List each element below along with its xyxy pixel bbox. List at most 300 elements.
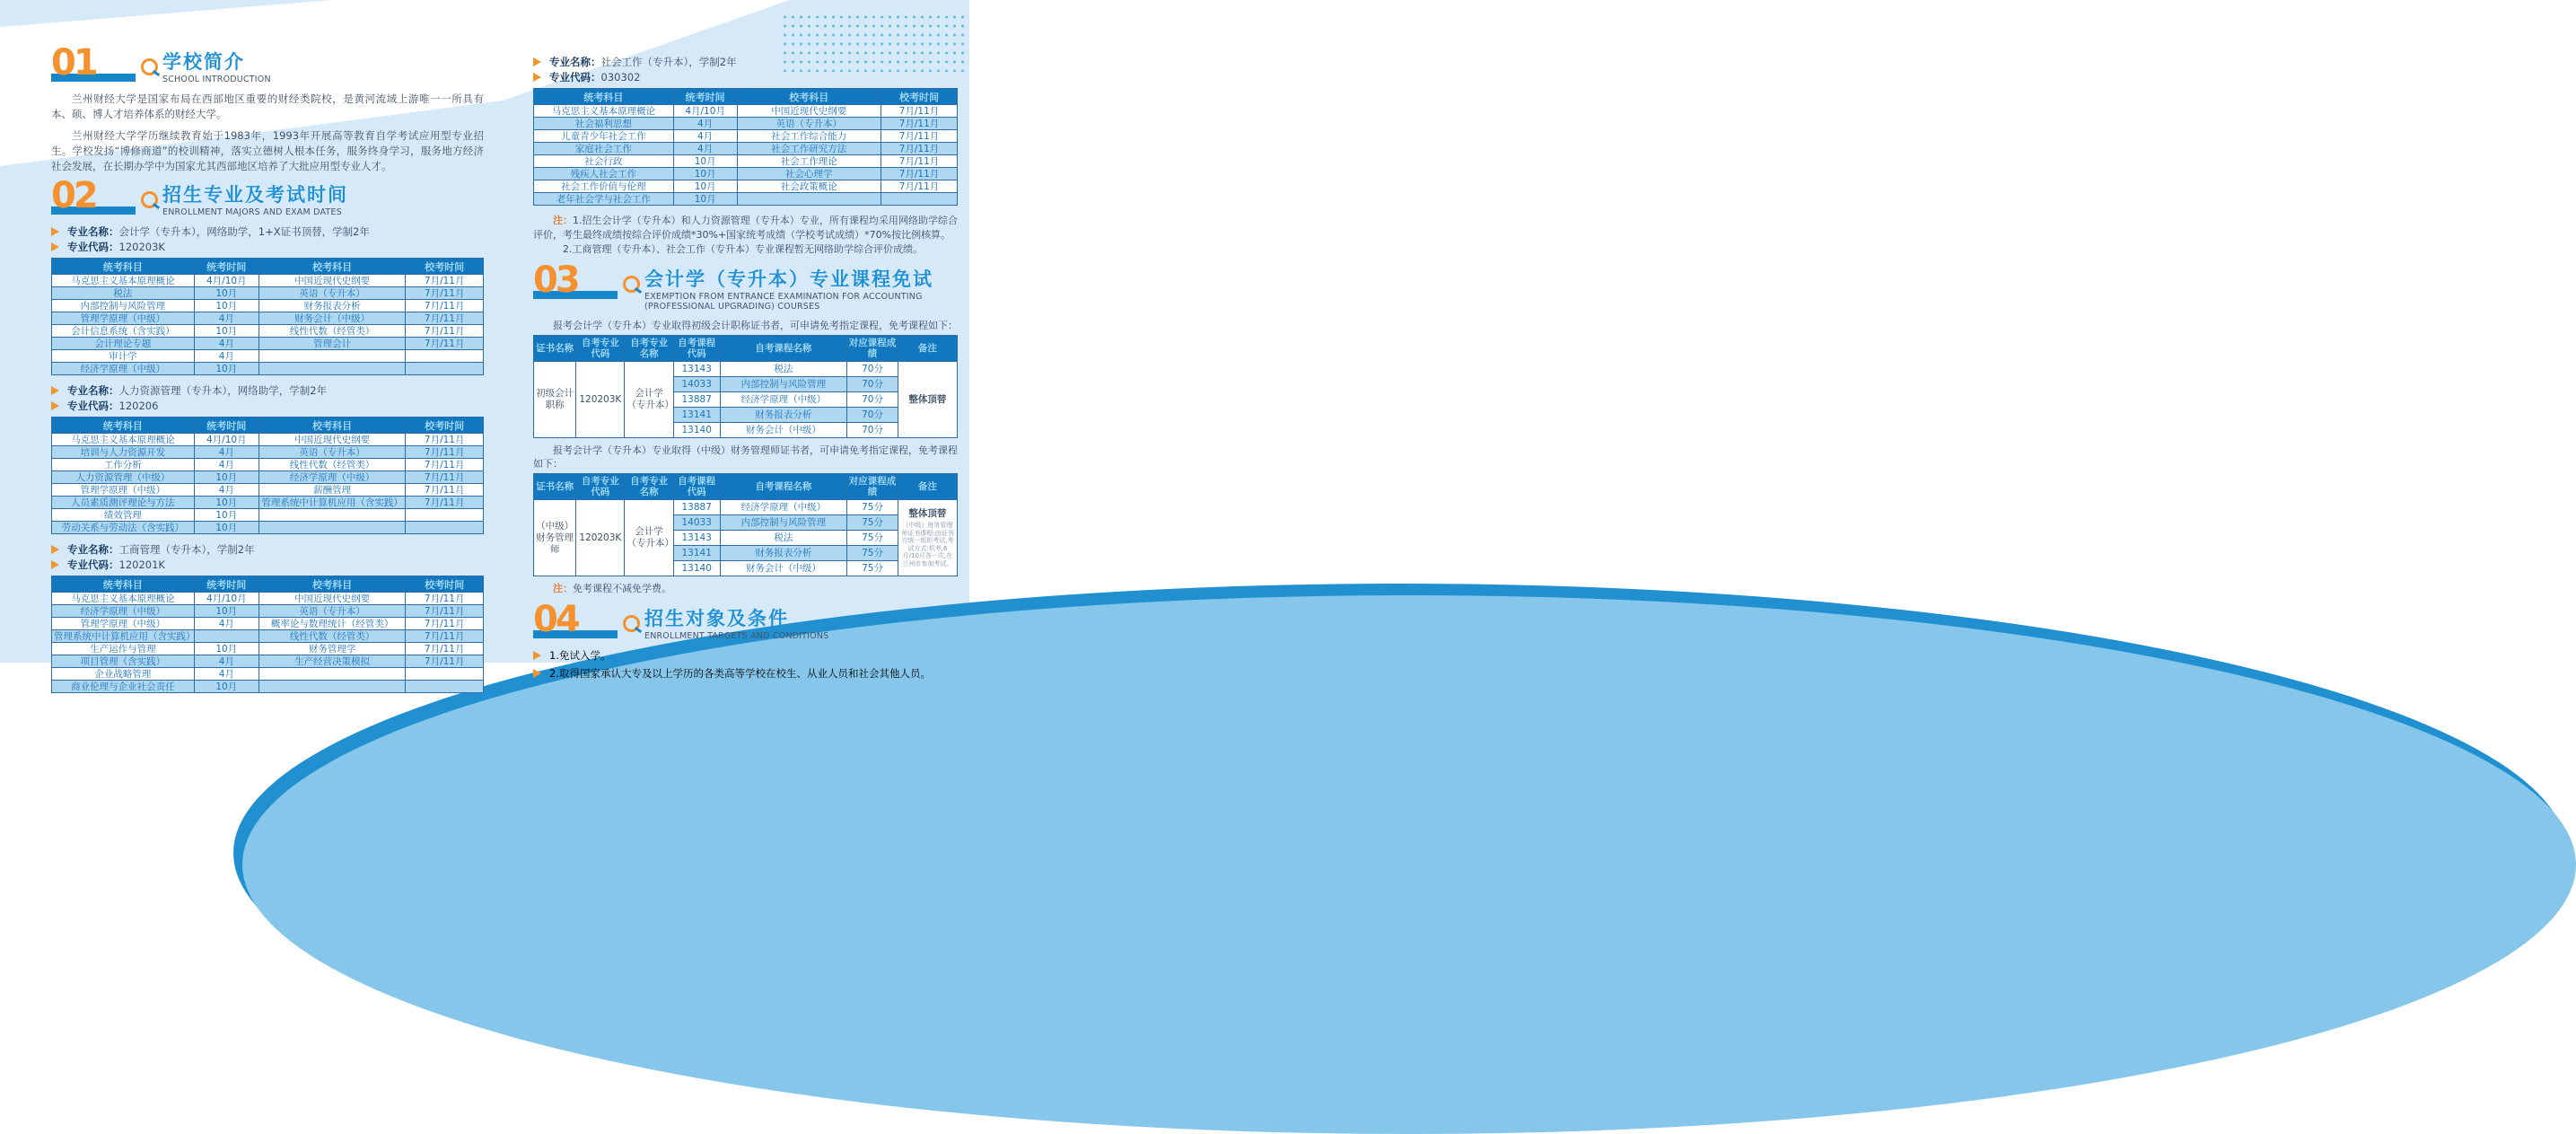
major-code-line	[51, 399, 484, 413]
table-cell: 财务报表分析	[720, 546, 847, 561]
table-cell: 10月	[194, 509, 258, 522]
table-cell: 7月/11月	[406, 484, 484, 497]
fee-note	[533, 582, 958, 596]
section-number-block	[533, 599, 618, 640]
table-cell: 10月	[673, 168, 737, 180]
triangle-bullet-icon	[533, 57, 541, 66]
table-cell: 税法	[720, 362, 847, 377]
remark-cell	[898, 500, 957, 576]
table-cell: 4月	[194, 618, 258, 630]
table-row	[534, 143, 958, 155]
section-number: 02	[51, 175, 96, 217]
table-cell: 13140	[673, 561, 720, 576]
major-name-value: 社会工作（专升本），学制2年	[600, 56, 737, 68]
triangle-bullet-icon	[51, 545, 59, 554]
table-row	[52, 605, 484, 618]
table-header-row	[534, 336, 958, 362]
table-cell: 4月	[194, 312, 258, 325]
table-cell: 7月/11月	[881, 105, 958, 118]
table-cell: 7月/11月	[881, 180, 958, 193]
triangle-bullet-icon	[533, 651, 541, 660]
section-number-block	[51, 175, 136, 217]
table-cell: 4月/10月	[194, 593, 258, 605]
list-item	[533, 648, 958, 663]
table-cell	[737, 193, 881, 206]
major-block	[51, 542, 484, 693]
table-cell: 内部控制与风险管理	[720, 377, 847, 392]
right-major-table	[533, 55, 958, 206]
exam-table-header: 统考时间	[194, 418, 258, 434]
table-cell: 概率论与数理统计（经管类）	[258, 618, 406, 630]
table-cell: 英语（专升本）	[258, 446, 406, 459]
major-code-value: 120206	[118, 400, 159, 413]
table-cell: 7月/11月	[881, 130, 958, 143]
table-cell: 13143	[673, 362, 720, 377]
table-row	[52, 655, 484, 668]
major-name-label: 专业名称：	[67, 543, 119, 557]
triangle-bullet-icon	[51, 386, 59, 395]
table-cell: 4月/10月	[194, 434, 258, 446]
table-row	[52, 300, 484, 312]
table-cell: 老年社会学与社会工作	[534, 193, 674, 206]
exam-table	[51, 417, 484, 534]
table-cell: 中国近现代史纲要	[258, 434, 406, 446]
table-cell	[258, 509, 406, 522]
exemption-table-header: 自考课程代码	[673, 474, 720, 500]
table-cell: 4月	[194, 655, 258, 668]
table-row	[534, 362, 958, 377]
table-cell: 商业伦理与企业社会责任	[52, 681, 195, 693]
table-cell: 7月/11月	[406, 593, 484, 605]
table-cell: 7月/11月	[406, 312, 484, 325]
table-cell: 7月/11月	[406, 497, 484, 509]
table-cell: 10月	[194, 363, 258, 375]
left-major-tables	[51, 224, 484, 693]
exam-table-header: 校考时间	[881, 89, 958, 105]
table-cell: 生产运作与管理	[52, 643, 195, 655]
intro-paragraph-2: 兰州财经大学学历继续教育始于1983年，1993年开展高等教育自学考试应用型专业招生。学校发扬“博修商道”的校训精神，落实立德树人根本任务，服务终身学习，服务地方经济社会发展，在长期办学中为国家尤其西部地区培养了大批应用型专业人才。	[51, 128, 484, 172]
table-cell: 英语（专升本）	[737, 118, 881, 130]
exam-table-header: 统考科目	[52, 576, 195, 593]
table-cell: 残疾人社会工作	[534, 168, 674, 180]
major-code-value: 030302	[600, 71, 641, 84]
table-row	[52, 275, 484, 287]
note-line	[533, 242, 958, 257]
exam-table-header: 校考科目	[737, 89, 881, 105]
exemption-table-header: 对应课程成绩	[847, 474, 898, 500]
table-cell: 13143	[673, 531, 720, 546]
left-column	[51, 42, 484, 701]
exemption-table-header: 证书名称	[534, 336, 576, 362]
exemption-table-header: 对应课程成绩	[847, 336, 898, 362]
major-name-line	[51, 542, 484, 557]
table-cell: 4月/10月	[194, 275, 258, 287]
major-code-line	[51, 558, 484, 572]
table-cell: 10月	[194, 497, 258, 509]
table-cell: 4月	[194, 668, 258, 681]
table-cell: 7月/11月	[406, 655, 484, 668]
table-header-row	[534, 89, 958, 105]
section-number-block	[533, 259, 618, 301]
major-name-label: 专业名称：	[67, 225, 119, 239]
major-name-cell: 会计学（专升本）	[625, 362, 673, 438]
table-cell: 7月/11月	[406, 446, 484, 459]
major-code-cell: 120203K	[576, 362, 625, 438]
table-row	[52, 312, 484, 325]
table-cell: 马克思主义基本原理概论	[52, 593, 195, 605]
table-cell	[258, 363, 406, 375]
table-row	[52, 325, 484, 338]
table-cell: 线性代数（经管类）	[258, 630, 406, 643]
exam-notes	[533, 214, 958, 257]
table-cell: 10月	[194, 287, 258, 300]
table-cell: 7月/11月	[406, 338, 484, 350]
exam-table-header: 校考时间	[406, 259, 484, 275]
section-subtitle: ENROLLMENT MAJORS AND EXAM DATES	[162, 207, 342, 218]
table-cell: 中国近现代史纲要	[258, 275, 406, 287]
table-cell: 14033	[673, 377, 720, 392]
section-header-04	[533, 599, 958, 641]
table-cell: 7月/11月	[881, 155, 958, 168]
section-title: 招生专业及考试时间	[162, 184, 348, 207]
section-subtitle: ENROLLMENT TARGETS AND CONDITIONS	[644, 631, 829, 641]
swirl-icon	[623, 615, 640, 632]
major-name-line	[51, 224, 484, 239]
table-cell: 财务报表分析	[720, 408, 847, 423]
brochure-page	[0, 0, 969, 692]
remark-title: 整体顶替	[908, 508, 947, 519]
exemption-table	[533, 473, 958, 576]
swirl-icon	[141, 191, 158, 208]
exemption-table-header: 自考专业代码	[576, 336, 625, 362]
right-column	[533, 54, 958, 684]
table-cell: 7月/11月	[881, 143, 958, 155]
table-cell: 审计学	[52, 350, 195, 363]
major-name-line	[533, 55, 958, 69]
remark-cell	[898, 362, 957, 438]
note-label: 注：	[553, 215, 574, 226]
table-row	[52, 522, 484, 534]
table-cell: 10月	[194, 325, 258, 338]
table-cell: 75分	[847, 561, 898, 576]
table-cell: 工作分析	[52, 459, 195, 471]
table-cell: 生产经营决策模拟	[258, 655, 406, 668]
exam-table-header: 统考科目	[52, 259, 195, 275]
major-name-cell: 会计学（专升本）	[625, 500, 673, 576]
table-cell: 13887	[673, 500, 720, 515]
exam-table-header: 统考时间	[673, 89, 737, 105]
table-cell: 7月/11月	[406, 618, 484, 630]
table-row	[534, 168, 958, 180]
table-cell: 管理系统中计算机应用（含实践）	[52, 630, 195, 643]
table-cell: 儿童青少年社会工作	[534, 130, 674, 143]
table-cell	[406, 363, 484, 375]
exam-table-header: 统考科目	[52, 418, 195, 434]
exemption-block	[533, 319, 958, 438]
triangle-bullet-icon	[51, 242, 59, 251]
table-cell: 4月	[673, 118, 737, 130]
note-text: 2.工商管理（专升本）、社会工作（专升本）专业课程暂无网络助学综合评价成绩。	[563, 243, 923, 255]
table-cell: 10月	[673, 193, 737, 206]
table-cell: 70分	[847, 362, 898, 377]
table-cell: 10月	[194, 522, 258, 534]
table-cell: 70分	[847, 423, 898, 438]
major-block	[51, 383, 484, 534]
section-number: 01	[51, 42, 96, 84]
major-block	[51, 224, 484, 375]
table-cell: 社会工作价值与伦理	[534, 180, 674, 193]
table-cell: 4月/10月	[673, 105, 737, 118]
enrollment-items	[533, 648, 958, 681]
table-cell: 绩效管理	[52, 509, 195, 522]
table-cell: 75分	[847, 500, 898, 515]
table-cell: 社会工作研究方法	[737, 143, 881, 155]
table-row	[52, 363, 484, 375]
exam-table-header: 统考时间	[194, 576, 258, 593]
table-cell: 10月	[194, 605, 258, 618]
section-title: 招生对象及条件	[644, 608, 789, 629]
table-row	[52, 434, 484, 446]
table-cell: 14033	[673, 515, 720, 531]
table-cell: 薪酬管理	[258, 484, 406, 497]
note-text: 免考课程不减免学费。	[573, 583, 671, 594]
table-cell: 管理学原理（中级）	[52, 312, 195, 325]
table-cell	[406, 522, 484, 534]
table-cell	[258, 522, 406, 534]
major-name-value: 工商管理（专升本），学制2年	[118, 543, 255, 557]
note-line	[533, 214, 958, 242]
table-cell: 企业战略管理	[52, 668, 195, 681]
table-cell: 家庭社会工作	[534, 143, 674, 155]
table-row	[52, 618, 484, 630]
major-code-label: 专业代码：	[67, 241, 119, 254]
table-cell: 英语（专升本）	[258, 605, 406, 618]
intro-paragraph-1: 兰州财经大学是国家布局在西部地区重要的财经类院校，是黄河流域上游唯一一所具有本、硕、博人才培养体系的财经大学。	[51, 92, 484, 121]
major-code-label: 专业代码：	[67, 400, 119, 413]
major-name-label: 专业名称：	[549, 56, 601, 68]
table-row	[534, 118, 958, 130]
table-cell: 70分	[847, 377, 898, 392]
exam-table	[51, 576, 484, 693]
item-text: 2.取得国家承认大专及以上学历的各类高等学校在校生、从业人员和社会其他人员。	[549, 667, 931, 680]
table-cell: 会计信息系统（含实践）	[52, 325, 195, 338]
exam-table-header: 校考科目	[258, 418, 406, 434]
exemption-intro: 报考会计学（专升本）专业取得初级会计职称证书者，可申请免考指定课程，免考课程如下：	[553, 320, 958, 331]
table-cell: 经济学原理（中级）	[258, 471, 406, 484]
table-cell: 7月/11月	[406, 275, 484, 287]
table-cell: 10月	[194, 471, 258, 484]
table-cell: 管理系统中计算机应用（含实践）	[258, 497, 406, 509]
major-name-line	[51, 383, 484, 398]
table-row	[52, 681, 484, 693]
exemption-table	[533, 335, 958, 438]
major-code-label: 专业代码：	[67, 558, 119, 572]
table-cell	[258, 681, 406, 693]
table-row	[534, 130, 958, 143]
table-row	[52, 459, 484, 471]
table-cell	[406, 350, 484, 363]
exemption-table-header: 自考专业名称	[625, 336, 673, 362]
table-cell: 75分	[847, 515, 898, 531]
table-cell	[406, 668, 484, 681]
table-row	[52, 668, 484, 681]
table-row	[52, 509, 484, 522]
table-cell: 4月	[194, 350, 258, 363]
table-cell: 4月	[673, 143, 737, 155]
triangle-bullet-icon	[51, 227, 59, 236]
table-cell: 财务会计（中级）	[720, 423, 847, 438]
table-cell: 人员素质测评理论与方法	[52, 497, 195, 509]
section-number: 03	[533, 259, 578, 301]
major-code-line	[51, 240, 484, 254]
table-row	[52, 484, 484, 497]
table-cell: 4月	[194, 446, 258, 459]
table-cell: 劳动关系与劳动法（含实践）	[52, 522, 195, 534]
table-row	[52, 497, 484, 509]
major-code-cell: 120203K	[576, 500, 625, 576]
table-cell: 社会福利思想	[534, 118, 674, 130]
table-row	[52, 287, 484, 300]
table-cell: 税法	[720, 531, 847, 546]
major-code-label: 专业代码：	[549, 71, 601, 84]
table-header-row	[534, 474, 958, 500]
exemption-table-header: 证书名称	[534, 474, 576, 500]
table-cell: 7月/11月	[406, 643, 484, 655]
table-cell: 7月/11月	[406, 605, 484, 618]
exam-table-header: 校考时间	[406, 418, 484, 434]
table-cell: 线性代数（经管类）	[258, 325, 406, 338]
table-cell: 社会工作理论	[737, 155, 881, 168]
exemption-table-header: 自考专业名称	[625, 474, 673, 500]
table-cell: 75分	[847, 546, 898, 561]
table-cell: 7月/11月	[406, 287, 484, 300]
table-cell: 社会行政	[534, 155, 674, 168]
table-cell	[406, 509, 484, 522]
major-code-value: 120203K	[118, 241, 165, 254]
table-cell	[194, 630, 258, 643]
table-cell: 财务报表分析	[258, 300, 406, 312]
major-code-value: 120201K	[118, 558, 165, 572]
table-cell: 70分	[847, 392, 898, 408]
table-cell: 会计理论专题	[52, 338, 195, 350]
table-cell: 10月	[673, 180, 737, 193]
table-cell: 7月/11月	[881, 118, 958, 130]
table-cell: 财务会计（中级）	[258, 312, 406, 325]
exemption-table-header: 自考课程代码	[673, 336, 720, 362]
table-cell	[881, 193, 958, 206]
exam-table-header: 统考科目	[534, 89, 674, 105]
table-cell: 线性代数（经管类）	[258, 459, 406, 471]
table-cell: 7月/11月	[406, 434, 484, 446]
table-cell	[258, 350, 406, 363]
section-subtitle: EXEMPTION FROM ENTRANCE EXAMINATION FOR ACCOUNTING (PROFESSIONAL UPGRADING) COURSES	[644, 292, 923, 312]
table-cell: 10月	[194, 300, 258, 312]
table-cell: 项目管理（含实践）	[52, 655, 195, 668]
table-row	[534, 180, 958, 193]
table-cell: 马克思主义基本原理概论	[534, 105, 674, 118]
table-cell: 经济学原理（中级）	[720, 392, 847, 408]
section-subtitle: SCHOOL INTRODUCTION	[162, 75, 271, 84]
table-cell	[406, 681, 484, 693]
table-cell: 中国近现代史纲要	[737, 105, 881, 118]
section-number-block	[51, 42, 136, 84]
table-cell: 社会工作综合能力	[737, 130, 881, 143]
exemption-table-header: 自考课程名称	[720, 336, 847, 362]
exam-table-header: 校考时间	[406, 576, 484, 593]
table-cell: 7月/11月	[406, 630, 484, 643]
table-row	[534, 193, 958, 206]
table-row	[52, 338, 484, 350]
section-header-02	[51, 175, 484, 218]
table-cell: 4月	[194, 459, 258, 471]
exam-table-header: 校考科目	[258, 259, 406, 275]
table-cell: 社会政策概论	[737, 180, 881, 193]
table-cell: 75分	[847, 531, 898, 546]
item-text: 1.免试入学。	[549, 649, 611, 662]
exemption-tables	[533, 319, 958, 576]
table-cell: 经济学原理（中级）	[720, 500, 847, 515]
table-row	[52, 643, 484, 655]
triangle-bullet-icon	[51, 560, 59, 569]
major-name-value: 人力资源管理（专升本），网络助学，学制2年	[118, 384, 328, 398]
section-title: 会计学（专升本）专业课程免试	[644, 268, 933, 290]
exam-table	[533, 88, 958, 206]
table-cell: 4月	[194, 484, 258, 497]
list-item	[533, 666, 958, 681]
table-cell: 7月/11月	[406, 325, 484, 338]
exam-table	[51, 258, 484, 375]
table-cell: 内部控制与风险管理	[52, 300, 195, 312]
exemption-table-header: 备注	[898, 474, 957, 500]
table-cell: 7月/11月	[406, 471, 484, 484]
table-cell: 10月	[194, 681, 258, 693]
table-cell: 管理学原理（中级）	[52, 484, 195, 497]
section-title: 学校简介	[162, 51, 245, 73]
table-header-row	[52, 576, 484, 593]
table-cell: 中国近现代史纲要	[258, 593, 406, 605]
major-code-line	[533, 70, 958, 84]
exemption-intro: 报考会计学（专升本）专业取得（中级）财务管理师证书者，可申请免考指定课程，免考课程如下：	[533, 444, 958, 470]
table-cell: 10月	[194, 643, 258, 655]
table-cell: 13140	[673, 423, 720, 438]
table-cell: 经济学原理（中级）	[52, 363, 195, 375]
table-row	[534, 500, 958, 515]
table-row	[52, 593, 484, 605]
table-row	[52, 471, 484, 484]
table-cell	[258, 668, 406, 681]
table-header-row	[52, 418, 484, 434]
table-cell: 内部控制与风险管理	[720, 515, 847, 531]
triangle-bullet-icon	[533, 669, 541, 678]
certificate-name-cell: （中级）财务管理师	[534, 500, 576, 576]
table-cell: 7月/11月	[406, 300, 484, 312]
table-cell: 马克思主义基本原理概论	[52, 275, 195, 287]
exemption-table-header: 备注	[898, 336, 957, 362]
note-label: 注：	[553, 583, 573, 594]
exemption-table-header: 自考专业代码	[576, 474, 625, 500]
table-row	[52, 630, 484, 643]
remark-subtext: （中级）财务管理师证书课程:由证书方统一组织考试,考试方式:机考,6月/10月各一次,在兰州市参加考试。	[901, 522, 954, 567]
triangle-bullet-icon	[51, 401, 59, 410]
table-cell: 社会心理学	[737, 168, 881, 180]
table-cell: 70分	[847, 408, 898, 423]
certificate-name-cell: 初级会计职称	[534, 362, 576, 438]
table-cell: 英语（专升本）	[258, 287, 406, 300]
table-cell: 财务会计（中级）	[720, 561, 847, 576]
major-name-value: 会计学（专升本），网络助学，1+X证书顶替，学制2年	[118, 225, 370, 239]
note-line	[533, 582, 958, 596]
table-cell: 人力资源管理（中级）	[52, 471, 195, 484]
